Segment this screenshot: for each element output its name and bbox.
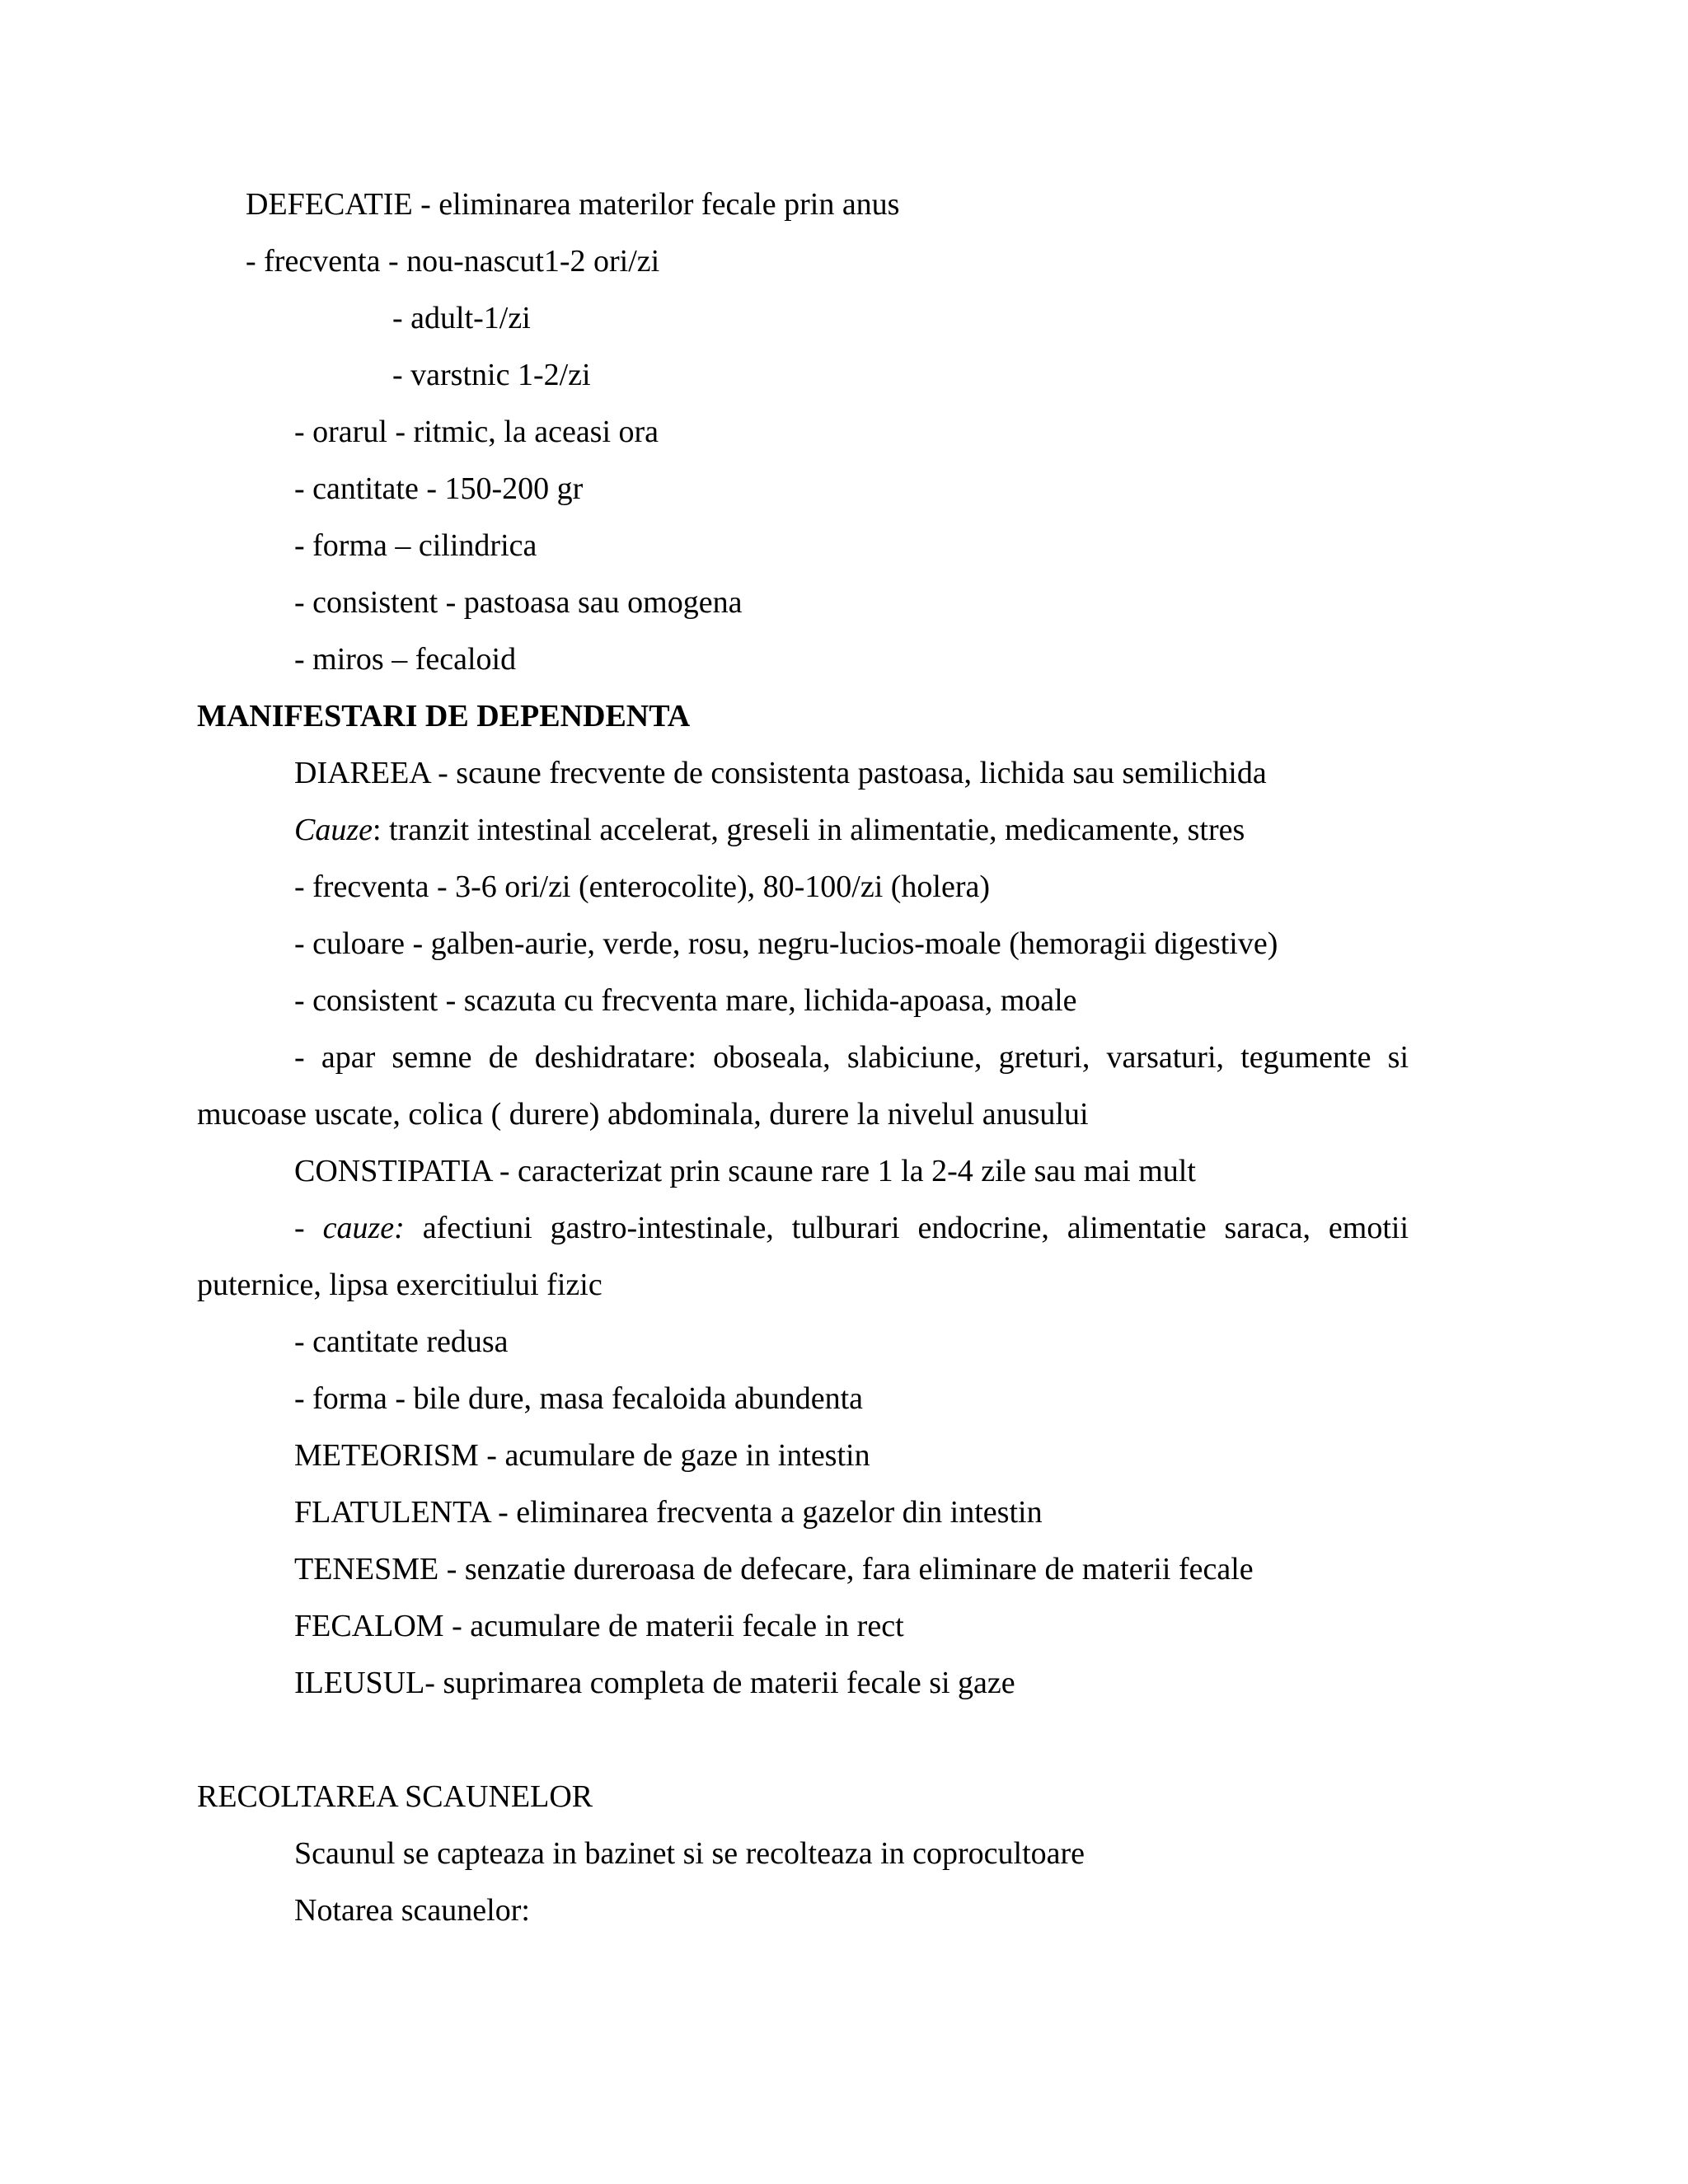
cauze2-label: cauze: xyxy=(322,1211,405,1245)
cauze-text: : tranzit intestinal accelerat, greseli in alimentatie, medicamente, stres xyxy=(373,813,1245,847)
defecatie-adult: - adult-1/zi xyxy=(392,301,531,335)
defecatie-cantitate: - cantitate - 150-200 gr xyxy=(294,471,584,506)
flatulenta-definition: FLATULENTA - eliminarea frecventa a gazelor din intestin xyxy=(294,1495,1043,1530)
manifestari-heading: MANIFESTARI DE DEPENDENTA xyxy=(197,699,691,733)
cauze-label: Cauze xyxy=(294,813,373,847)
constipatia-cantitate: - cantitate redusa xyxy=(294,1324,509,1359)
constipatia-cauze-line1 xyxy=(294,1208,1409,1248)
recoltarea-notarea: Notarea scaunelor: xyxy=(294,1893,530,1928)
defecatie-forma: - forma – cilindrica xyxy=(294,528,537,563)
defecatie-orarul: - orarul - ritmic, la aceasi ora xyxy=(294,415,659,449)
diareea-culoare: - culoare - galben-aurie, verde, rosu, negru-lucios-moale (hemoragii digestive) xyxy=(294,926,1278,961)
defecatie-title: DEFECATIE - eliminarea materilor fecale prin anus xyxy=(246,187,900,222)
diareea-consistent: - consistent - scazuta cu frecventa mare, lichida-apoasa, moale xyxy=(294,983,1077,1018)
constipatia-definition: CONSTIPATIA - caracterizat prin scaune rare 1 la 2-4 zile sau mai mult xyxy=(294,1154,1196,1188)
cauze2-dash: - xyxy=(294,1211,323,1245)
constipatia-cauze-line2: puternice, lipsa exercitiului fizic xyxy=(197,1268,603,1302)
diareea-semne-line2: mucoase uscate, colica ( durere) abdominala, durere la nivelul anusului xyxy=(197,1097,1089,1132)
constipatia-forma: - forma - bile dure, masa fecaloida abundenta xyxy=(294,1381,864,1416)
meteorism-definition: METEORISM - acumulare de gaze in intestin xyxy=(294,1438,870,1473)
cauze2-text: afectiuni gastro-intestinale, tulburari endocrine, alimentatie saraca, emotii xyxy=(404,1211,1409,1245)
recoltarea-heading: RECOLTAREA SCAUNELOR xyxy=(197,1779,593,1814)
defecatie-varstnic: - varstnic 1-2/zi xyxy=(392,358,591,392)
recoltarea-text: Scaunul se capteaza in bazinet si se recolteaza in coprocultoare xyxy=(294,1836,1085,1871)
diareea-cauze xyxy=(294,810,1245,850)
defecatie-frecventa: - frecventa - nou-nascut1-2 ori/zi xyxy=(246,244,660,279)
ileusul-definition: ILEUSUL- suprimarea completa de materii fecale si gaze xyxy=(294,1666,1015,1700)
fecalom-definition: FECALOM - acumulare de materii fecale in rect xyxy=(294,1609,904,1643)
diareea-frecventa: - frecventa - 3-6 ori/zi (enterocolite), 80-100/zi (holera) xyxy=(294,869,991,904)
defecatie-consistent: - consistent - pastoasa sau omogena xyxy=(294,585,743,620)
tenesme-definition: TENESME - senzatie dureroasa de defecare, fara eliminare de materii fecale xyxy=(294,1552,1254,1586)
diareea-semne-line1: - apar semne de deshidratare: oboseala, slabiciune, greturi, varsaturi, tegumente si xyxy=(294,1040,1409,1075)
diareea-definition: DIAREEA - scaune frecvente de consistenta pastoasa, lichida sau semilichida xyxy=(294,756,1267,790)
defecatie-miros: - miros – fecaloid xyxy=(294,642,517,677)
